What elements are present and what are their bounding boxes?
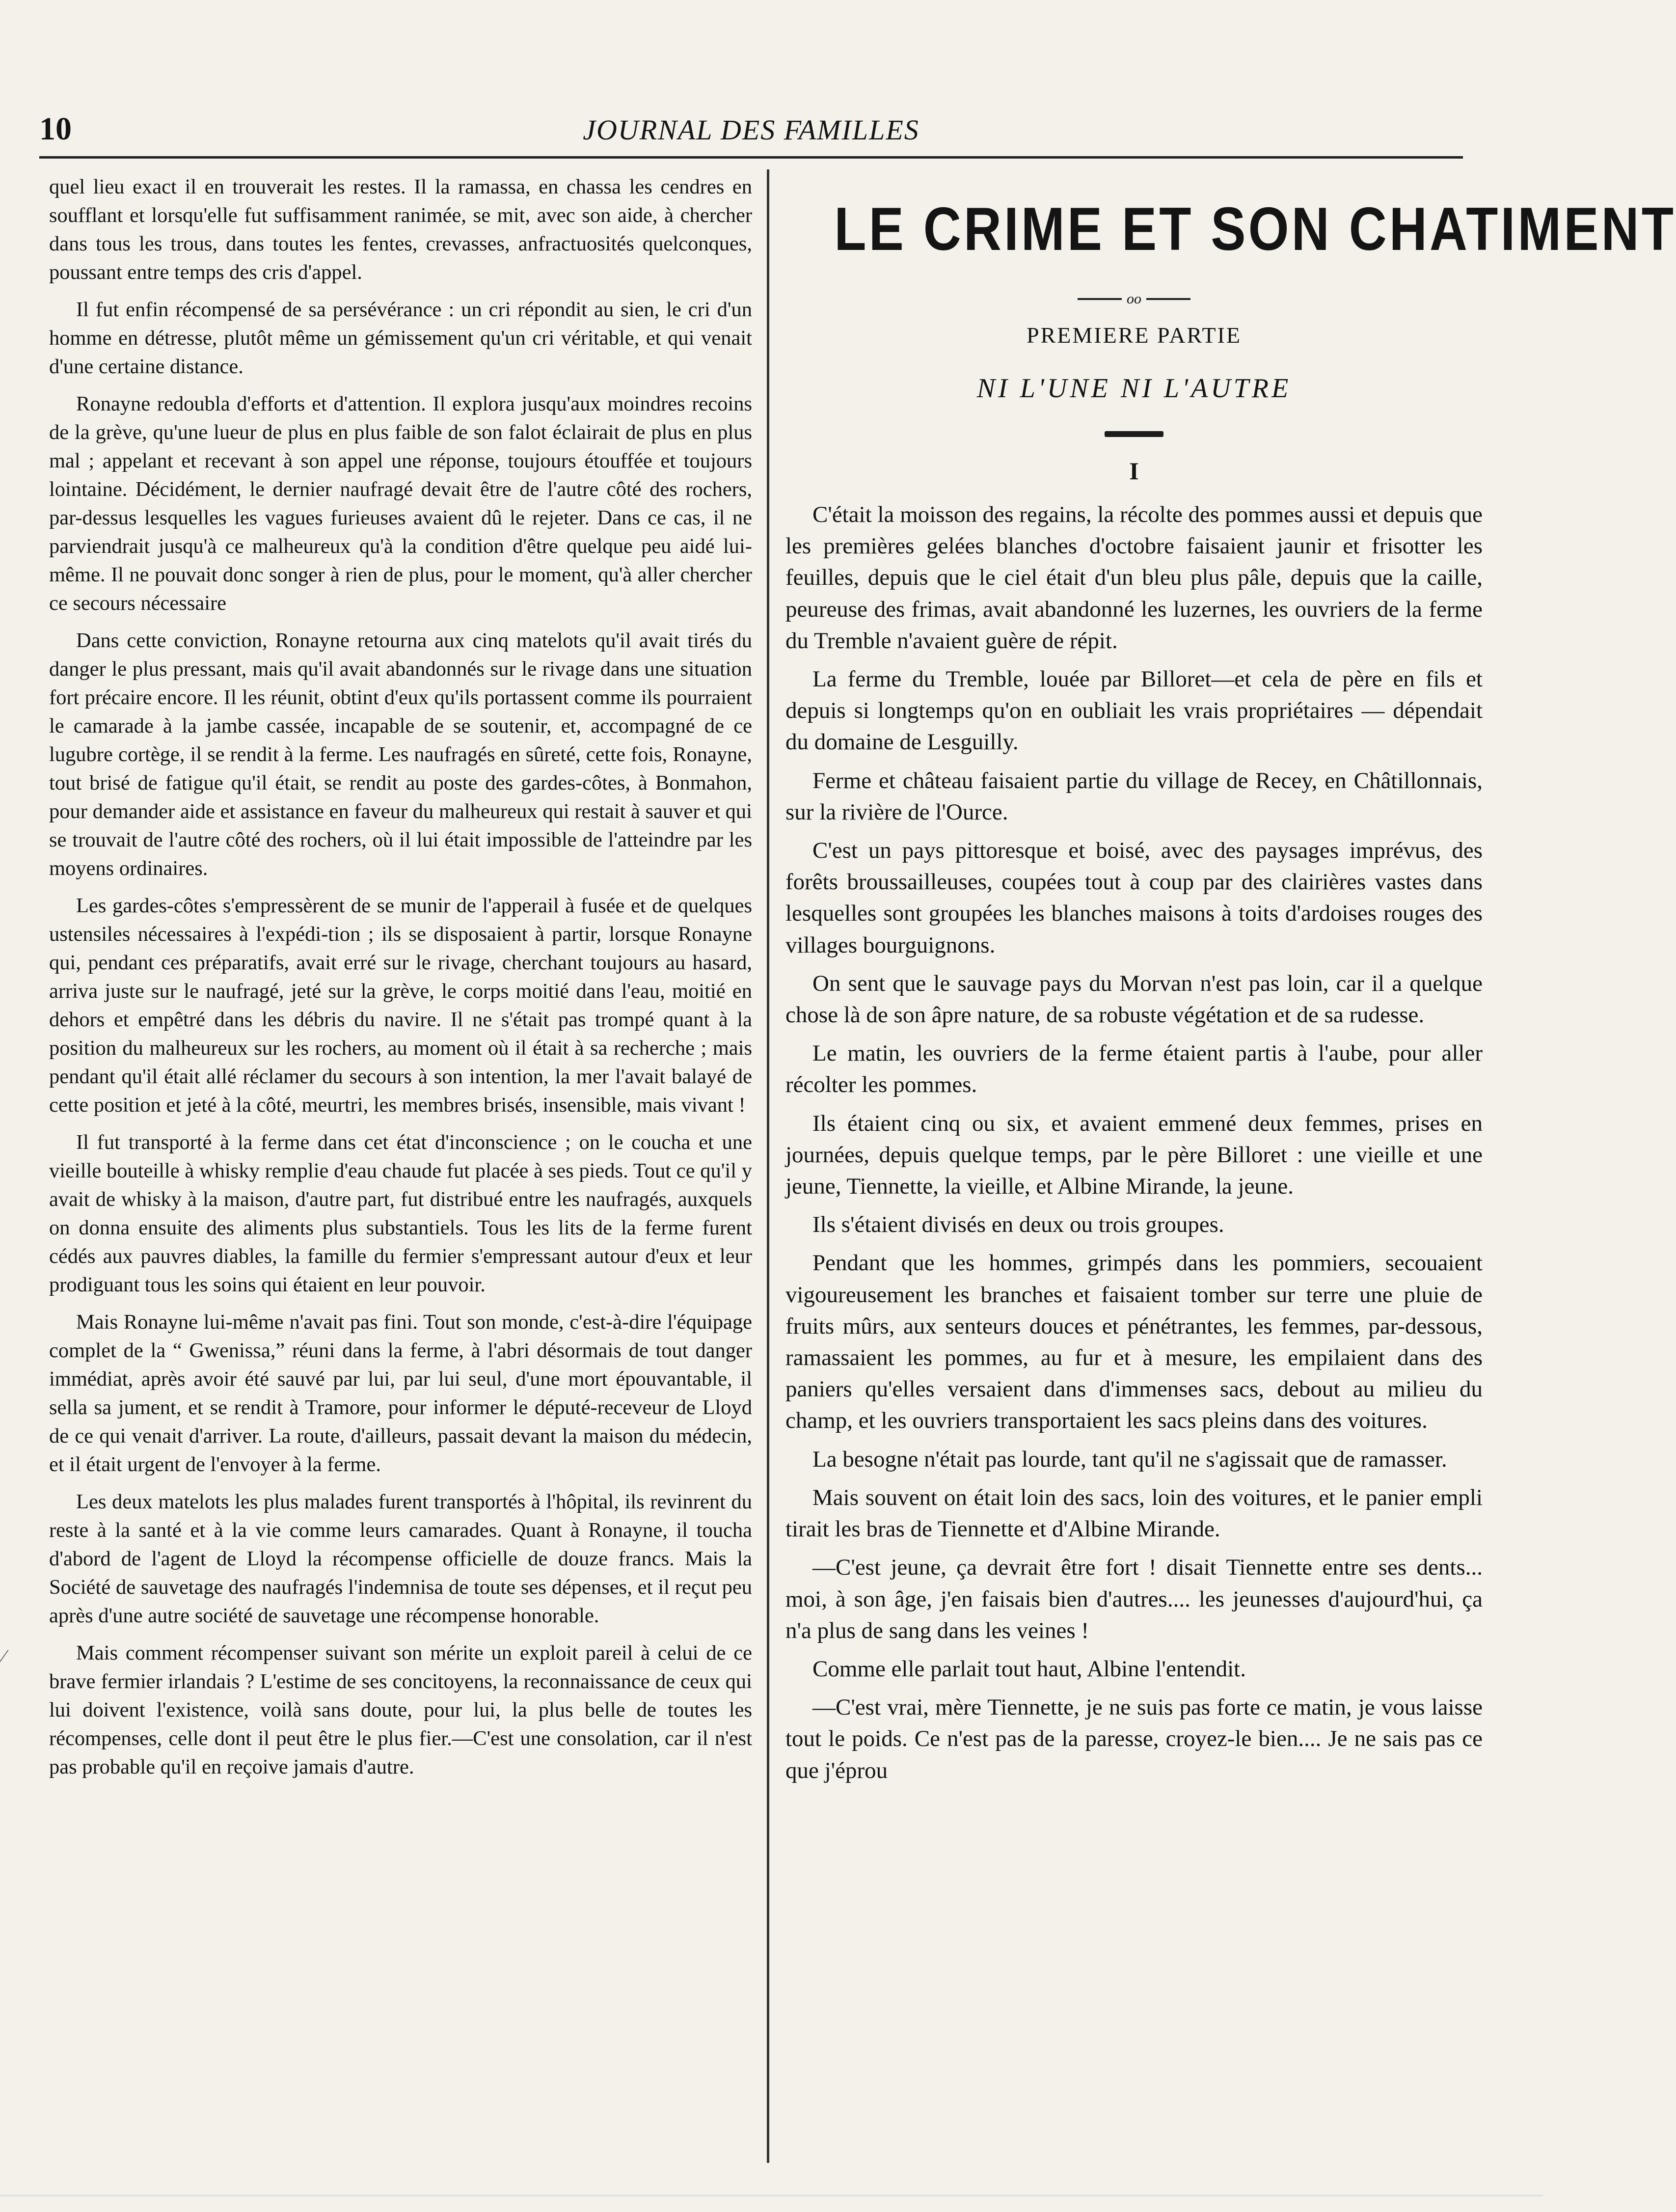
page-edge-line [0, 2195, 1543, 2196]
right-paragraph: Le matin, les ouvriers de la ferme étaient partis à l'aube, pour aller récolter les pommes. [785, 1040, 1483, 1098]
journal-title: JOURNAL DES FAMILLES [583, 114, 919, 146]
right-paragraph: La ferme du Tremble, louée par Billoret—et cela de père en fils et depuis si longtemps qu'on en oubliait les vrais propriétaires — dépendait du domaine de Lesguilly. [785, 666, 1483, 755]
right-paragraph: Ils s'étaient divisés en deux ou trois groupes. [812, 1212, 1224, 1238]
right-paragraph: Comme elle parlait tout haut, Albine l'entendit. [812, 1656, 1246, 1682]
part-label: PREMIERE PARTIE [1027, 323, 1242, 348]
header-rule [39, 156, 1463, 159]
left-paragraph: Il fut enfin récompensé de sa persévérance : un cri répondit au sien, le cri d'un homme en détresse, plutôt même un gémissement qu'un cri véritable, et qui venait d'une certaine distance. [49, 298, 752, 378]
ornament-text: oo [1127, 291, 1141, 307]
left-paragraph: quel lieu exact il en trouverait les restes. Il la ramassa, en chassa les cendres en soufflant et lorsqu'elle fut suffisamment ranimée, se mit, avec son aide, à chercher dans tous les trous, dans toutes les fentes, crevasses, anfractuosités quelconques, poussant entre temps des cris d'appel. [49, 175, 752, 284]
right-paragraph: Mais souvent on était loin des sacs, loin des voitures, et le panier empli tirait les bras de Tiennette et d'Albine Mirande. [785, 1484, 1483, 1542]
left-paragraph: Mais comment récompenser suivant son mérite un exploit pareil à celui de ce brave fermier irlandais ? L'estime de ses concitoyens, la reconnaissance de ceux qui lui doivent l'existence, voilà sans doute, pour lui, la plus belle de toutes les récompenses, celle dont il peut être le plus fier.—C'est une consolation, car il n'est pas probable qu'il en reçoive jamais d'autre. [49, 1641, 752, 1778]
right-paragraph: Ils étaient cinq ou six, et avaient emmené deux femmes, prises en journées, depuis quelque temps, par le père Billoret : une vieille et une jeune, Tiennette, la vieille, et Albine Mirande, la jeune. [785, 1110, 1483, 1200]
left-paragraph: Il fut transporté à la ferme dans cet état d'inconscience ; on le coucha et une vieille bouteille à whisky remplie d'eau chaude fut placée à ses pieds. Tout ce qu'il y avait de whisky à la maison, d'autre part, fut distribué entre les naufragés, auxquels on donna ensuite des aliments plus substantiels. Tous les lits de la ferme furent cédés aux pauvres diables, la famille du fermier s'empressant autour d'eux et leur prodiguant tous les soins qui étaient en leur pouvoir. [49, 1131, 752, 1296]
right-column [785, 173, 1676, 1793]
left-paragraph: Ronayne redoubla d'efforts et d'attention. Il explora jusqu'aux moindres recoins de la grève, qu'une lueur de plus en plus faible de son falot éclairait de plus en plus mal ; appelant et recevant à son appel une réponse, toujours étouffée et toujours lointaine. Décidément, le dernier naufragé devait être de l'autre côté des rochers, par-dessus lesquelles les vagues furieuses avaient dû le rejeter. Dans ce cas, il ne parviendrait jusqu'à ce malheureux qu'à la condition d'être quelque peu aidé lui-même. Il ne pouvait donc songer à rien de plus, pour le moment, qu'à aller chercher ce secours nécessaire [49, 392, 752, 615]
ornament-bar-left [1078, 298, 1122, 300]
page-header [39, 110, 1463, 155]
left-column [49, 173, 752, 1790]
article-title: LE CRIME ET SON CHATIMENT [834, 195, 1676, 263]
right-paragraph: C'est un pays pittoresque et boisé, avec des paysages imprévus, des forêts broussailleuses, coupées tout à coup par des clairières vastes dans lesquelles sont groupées les blanches maisons à toits d'ardoises rouges des villages bourguignons. [785, 838, 1483, 958]
right-paragraph: Ferme et château faisaient partie du village de Recey, en Châtillonnais, sur la rivière de l'Ource. [785, 767, 1483, 825]
right-paragraph: La besogne n'était pas lourde, tant qu'il ne s'agissait que de ramasser. [812, 1446, 1447, 1472]
right-paragraph: Pendant que les hommes, grimpés dans les pommiers, secouaient vigoureusement les branches et faisaient tomber sur terre une pluie de fruits mûrs, aux senteurs douces et pénétrantes, les femmes, par-dessous, ramassaient les pommes, au fur et à mesure, les empilaient dans des paniers qu'elles versaient dans d'immenses sacs, debout au milieu du champ, et les ouvriers transportaient les sacs pleins dans des voitures. [785, 1250, 1483, 1434]
right-paragraph: C'était la moisson des regains, la récolte des pommes aussi et depuis que les premières gelées blanches d'octobre faisaient jaunir et frisotter les feuilles, depuis que le ciel était d'un bleu plus pâle, depuis que la caille, peureuse des frimas, avait abandonné les luzernes, les ouvriers de la ferme du Tremble n'avaient guère de répit. [785, 502, 1483, 654]
ornament-bar-right [1146, 298, 1190, 300]
column-divider [767, 169, 769, 2163]
section-dash [1105, 431, 1163, 437]
right-paragraph: —C'est vrai, mère Tiennette, je ne suis pas forte ce matin, je vous laisse tout le poids. Ce n'est pas de la paresse, croyez-le bien.... Je ne sais pas ce que j'éprou [785, 1694, 1483, 1783]
page-number: 10 [39, 111, 72, 147]
left-paragraph: Les gardes-côtes s'empressèrent de se munir de l'apperail à fusée et de quelques ustensiles nécessaires à l'expédi-tion ; ils se disposaient à partir, lorsque Ronayne qui, pendant ces préparatifs, avait erré sur le rivage, cherchant toujours au hasard, arriva juste sur le naufragé, jeté sur la grève, le corps moitié dans l'eau, moitié en dehors et empêtré dans les débris du navire. Il ne s'était pas trompé quant à la position du malheureux sur les rochers, au moment où il était à sa recherche ; mais pendant qu'il était allé réclamer du secours à son intention, la mer l'avait balayé de cette position et jeté à la côté, meurtri, les membres brisés, insensible, mais vivant ! [49, 894, 752, 1117]
margin-smudge: ⁄ [2, 1645, 5, 1667]
left-paragraph: Les deux matelots les plus malades furent transportés à l'hôpital, ils revinrent du reste à la santé et à la vie comme leurs camarades. Quant à Ronayne, il toucha d'abord de l'agent de Lloyd la récompense officielle de douze francs. Mais la Société de sauvetage des naufragés l'indemnisa de toute ses dépenses, et il reçut peu après d'une autre société de sauvetage une récompense honorable. [49, 1490, 752, 1627]
chapter-number: I [1129, 457, 1139, 485]
part-subtitle: NI L'UNE NI L'AUTRE [976, 373, 1292, 404]
left-paragraph: Mais Ronayne lui-même n'avait pas fini. Tout son monde, c'est-à-dire l'équipage complet de la “ Gwenissa,” réuni dans la ferme, à l'abri désormais de tout danger immédiat, après avoir été sauvé par lui, par lui seul, d'une mort épouvantable, il sella sa jument, et se rendit à Tramore, pour informer le député-receveur de Lloyd de ce qui venait d'arriver. La route, d'ailleurs, passait devant la maison du médecin, et il était urgent de l'envoyer à la ferme. [49, 1311, 752, 1476]
right-paragraph: On sent que le sauvage pays du Morvan n'est pas loin, car il a quelque chose là de son âpre nature, de sa robuste végétation et de sa rudesse. [785, 970, 1483, 1028]
title-ornament [785, 291, 1483, 307]
left-paragraph: Dans cette conviction, Ronayne retourna aux cinq matelots qu'il avait tirés du danger le plus pressant, mais qu'il avait abandonnés sur le rivage dans une situation fort précaire encore. Il les réunit, obtint d'eux qu'ils portassent comme ils pourraient le camarade à la jambe cassée, incapable de se soutenir, et, accompagné de ce lugubre cortège, il se rendit à la ferme. Les naufragés en sûreté, cette fois, Ronayne, tout brisé de fatigue qu'il était, se rendit au poste des gardes-côtes, à Bonmahon, pour demander aide et assistance en faveur du malheureux qui restait à sauver et qui se trouvait de l'autre côté des rochers, où il lui était impossible de l'atteindre par les moyens ordinaires. [49, 629, 752, 880]
right-paragraph: —C'est jeune, ça devrait être fort ! disait Tiennette entre ses dents... moi, à son âge, j'en faisais bien d'autres.... les jeunesses d'aujourd'hui, ça n'a plus de sang dans les veines ! [785, 1555, 1483, 1643]
